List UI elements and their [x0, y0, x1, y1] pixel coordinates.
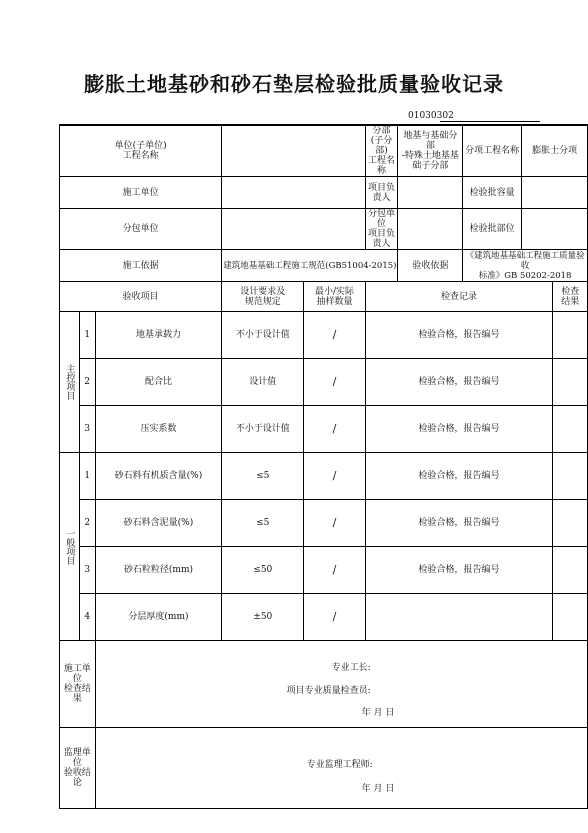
code-underline: [440, 121, 540, 122]
page-title: 膨胀土地基砂和砂石垫层检验批质量验收记录: [84, 72, 504, 96]
location-label: 检验批部位: [463, 209, 522, 250]
item-result: [553, 406, 588, 453]
item-requirement: ±50: [222, 594, 304, 641]
sub-pm-label: 分包单位 项目负责人: [365, 209, 398, 250]
item-no: 2: [79, 500, 95, 547]
item-record: 检验合格，报告编号: [365, 453, 553, 500]
item-requirement: ≤5: [222, 500, 304, 547]
col-result: 检查 结果: [553, 282, 588, 312]
col-requirement: 设计要求及 规范规定: [222, 282, 304, 312]
item-no: 2: [79, 359, 95, 406]
item-name-label: 分项工程名称: [463, 125, 522, 177]
item-no: 3: [79, 406, 95, 453]
col-sample: 最小/实际 抽样数量: [304, 282, 365, 312]
item-name: 地基承载力: [95, 312, 222, 359]
unit-name-label: 单位(子单位) 工程名称: [60, 125, 222, 177]
general-group-label: 一般项目: [60, 453, 80, 641]
item-result: [553, 359, 588, 406]
basis-value: 建筑地基基础工程施工规范(GB51004-2015): [222, 250, 398, 282]
supervision-engineer-label: 专业监理工程师:: [306, 760, 373, 770]
item-no: 3: [79, 547, 95, 594]
construction-label: 施工单位 检查结果: [60, 641, 96, 728]
contractor-value: [222, 177, 365, 209]
unit-name-value: [222, 125, 365, 177]
sub-division-value: 地基与基础分部 -特殊土地基基 础子分部: [398, 125, 463, 177]
inspection-table: [59, 124, 588, 809]
item-record: 检验合格，报告编号: [365, 359, 553, 406]
item-record: [365, 594, 553, 641]
capacity-value: [522, 177, 588, 209]
item-sample: /: [304, 312, 365, 359]
item-sample: /: [304, 359, 365, 406]
item-result: [553, 547, 588, 594]
col-item: 验收项目: [60, 282, 222, 312]
construction-signature-area: [95, 641, 587, 728]
item-sample: /: [304, 453, 365, 500]
subcontractor-value: [222, 209, 365, 250]
item-result: [553, 453, 588, 500]
pm-value: [398, 177, 463, 209]
location-value: [522, 209, 588, 250]
item-sample: /: [304, 500, 365, 547]
sub-division-label: 分部(子分部) 工程名称: [365, 125, 398, 177]
item-name-value: 膨胀土分项: [522, 125, 588, 177]
item-record: 检验合格，报告编号: [365, 547, 553, 594]
item-record: 检验合格，报告编号: [365, 500, 553, 547]
basis-label: 施工依据: [60, 250, 222, 282]
item-result: [553, 594, 588, 641]
quality-inspector-label: 项目专业质量检查员:: [286, 686, 371, 696]
item-record: 检验合格，报告编号: [365, 312, 553, 359]
item-name: 砂石粒粒径(mm): [95, 547, 222, 594]
acceptance-label: 验收依据: [398, 250, 463, 282]
item-sample: /: [304, 406, 365, 453]
item-requirement: ≤5: [222, 453, 304, 500]
supervision-label: 监理单位 验收结论: [60, 728, 96, 809]
acceptance-value: 《建筑地基基础工程施工质量验收 标准》GB 50202-2018: [463, 250, 588, 282]
item-name: 砂石料有机质含量(%): [95, 453, 222, 500]
item-requirement: 设计值: [222, 359, 304, 406]
item-requirement: 不小于设计值: [222, 312, 304, 359]
item-name: 砂石料含泥量(%): [95, 500, 222, 547]
supervision-signature-area: [95, 728, 587, 809]
sub-pm-value: [398, 209, 463, 250]
form-code: 01030302: [408, 111, 454, 121]
item-name: 压实系数: [95, 406, 222, 453]
item-result: [553, 312, 588, 359]
subcontractor-label: 分包单位: [60, 209, 222, 250]
item-name: 配合比: [95, 359, 222, 406]
item-no: 4: [79, 594, 95, 641]
main-group-label: 主控项目: [60, 312, 80, 453]
contractor-label: 施工单位: [60, 177, 222, 209]
foreman-label: 专业工长:: [331, 663, 371, 673]
item-result: [553, 500, 588, 547]
item-sample: /: [304, 594, 365, 641]
capacity-label: 检验批容量: [463, 177, 522, 209]
item-sample: /: [304, 547, 365, 594]
construction-date: 年 月 日: [361, 708, 395, 718]
item-no: 1: [79, 312, 95, 359]
item-name: 分层厚度(mm): [95, 594, 222, 641]
item-no: 1: [79, 453, 95, 500]
supervision-date: 年 月 日: [361, 784, 395, 794]
col-record: 检查记录: [365, 282, 553, 312]
item-requirement: 不小于设计值: [222, 406, 304, 453]
item-record: 检验合格，报告编号: [365, 406, 553, 453]
pm-label: 项目负责人: [365, 177, 398, 209]
item-requirement: ≤50: [222, 547, 304, 594]
